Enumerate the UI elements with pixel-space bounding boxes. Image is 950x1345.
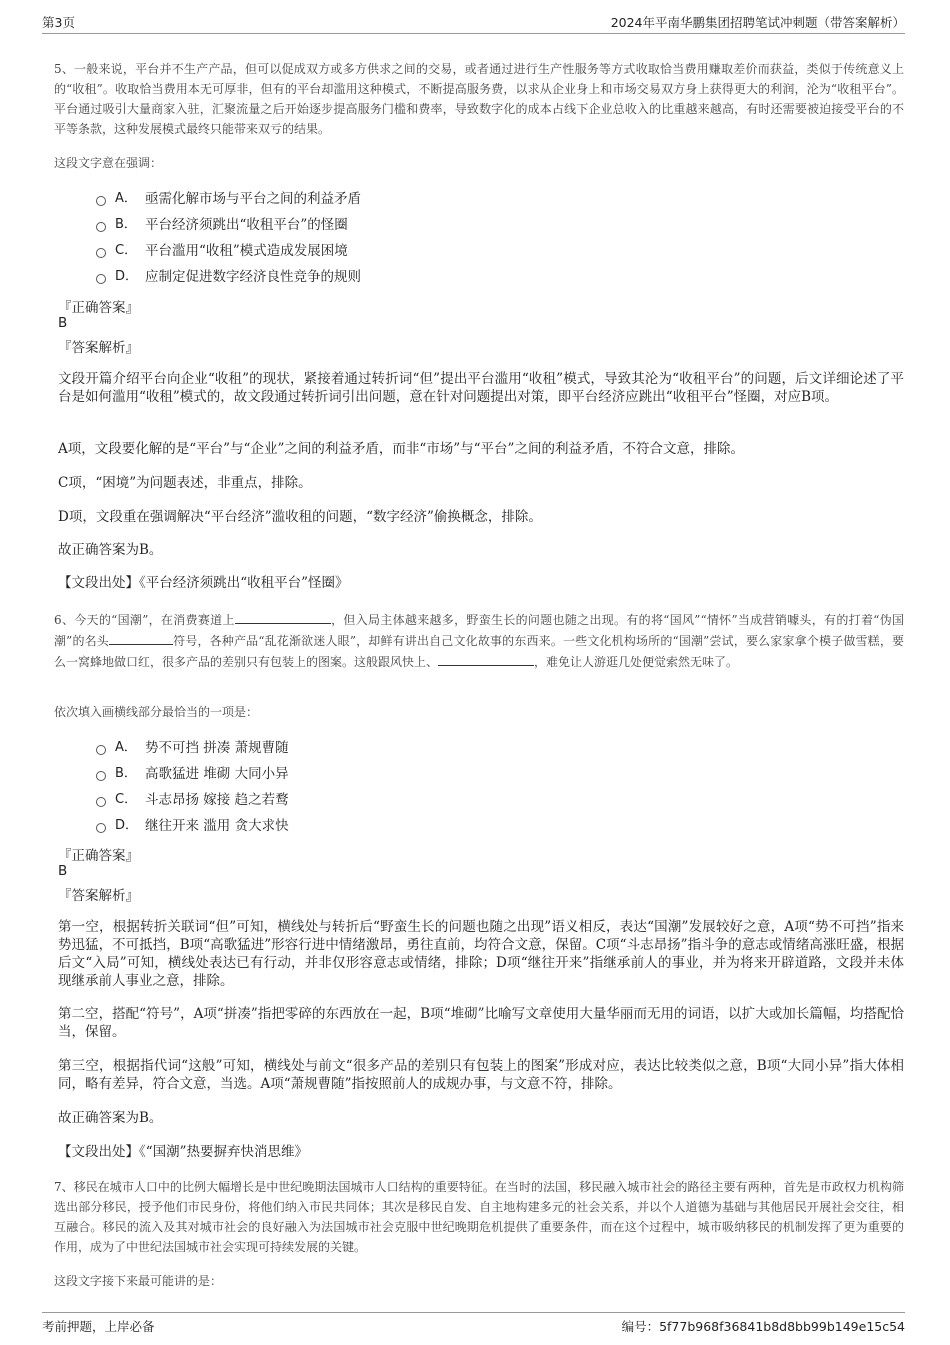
option-a[interactable]: A． 势不可挡 拼凑 萧规曹随 bbox=[96, 735, 289, 761]
analysis-paragraph: A项，文段要化解的是“平台”与“企业”之间的利益矛盾，而非“市场”与“平台”之间的利益矛盾，不符合文意，排除。 bbox=[58, 441, 744, 457]
option-b[interactable]: B． 高歌猛进 堆砌 大同小异 bbox=[96, 761, 289, 787]
radio-button[interactable] bbox=[96, 771, 106, 781]
analysis-paragraph: D项，文段重在强调解决“平台经济”滥收租的问题，“数字经济”偷换概念，排除。 bbox=[58, 509, 542, 525]
footer-slogan: 考前押题，上岸必备 bbox=[42, 1319, 155, 1334]
fill-blank bbox=[438, 651, 534, 666]
analysis-paragraph: 第一空，根据转折关联词“但”可知，横线处与转折后“野蛮生长的问题也随之出现”语义相反，表达“国潮”发展较好之意，A项“势不可挡”指来势迅猛，不可抵挡，B项“高歌猛进”形容行进中情绪激昂，勇往直前，均符合文意，保留。C项“斗志昂扬”指斗争的意志或情绪高涨旺盛，根据后文“入局”可知，横线处表达已有行动，并非仅形容意志或情绪，排除；D项“继往开来”指继承前人的事业，并为将来开辟道路，文段并未体现继承前人事业之意，排除。 bbox=[58, 919, 904, 989]
question-6-options bbox=[96, 735, 289, 839]
page-footer bbox=[42, 1312, 905, 1335]
option-b[interactable]: B． 平台经济须跳出“收租平台”的怪圈 bbox=[96, 212, 361, 238]
radio-button[interactable] bbox=[96, 222, 106, 232]
radio-button[interactable] bbox=[96, 196, 106, 206]
correct-answer-value: B bbox=[58, 863, 68, 879]
radio-button[interactable] bbox=[96, 248, 106, 258]
correct-answer-label: 『正确答案』 bbox=[58, 300, 139, 316]
correct-answer-value: B bbox=[58, 315, 68, 331]
analysis-label: 『答案解析』 bbox=[58, 340, 139, 356]
question-5-options bbox=[96, 186, 361, 290]
analysis-conclusion: 故正确答案为B。 bbox=[58, 1110, 163, 1126]
option-c[interactable]: C． 斗志昂扬 嫁接 趋之若鹜 bbox=[96, 787, 289, 813]
analysis-label: 『答案解析』 bbox=[58, 888, 139, 904]
question-7-stem: 7、移民在城市人口中的比例大幅增长是中世纪晚期法国城市人口结构的重要特征。在当时的法国，移民融入城市社会的路径主要有两种，首先是市政权力机构筛选出部分移民，授予他们市民身份，将他们纳入市民共同体；其次是移民自发、自主地构建多元的社会关系，并以个人道德为基础与其他居民开展社会交往，相互融合。移民的流入及其对城市社会的良好融入为法国城市社会克服中世纪晚期危机提供了重要条件，而在这个过程中，城市吸纳移民的机制发挥了更为重要的作用，成为了中世纪法国城市社会实现可持续发展的关键。 bbox=[54, 1180, 904, 1254]
radio-button[interactable] bbox=[96, 745, 106, 755]
correct-answer-label: 『正确答案』 bbox=[58, 848, 139, 864]
analysis-paragraph: 第二空，搭配“符号”，A项“拼凑”指把零碎的东西放在一起，B项“堆砌”比喻写文章使用大量华丽而无用的词语，以扩大或加长篇幅，均搭配恰当，保留。 bbox=[58, 1006, 904, 1040]
fill-blank bbox=[235, 609, 331, 624]
page-header bbox=[42, 11, 905, 34]
option-d[interactable]: D． 继往开来 滥用 贪大求快 bbox=[96, 813, 289, 839]
analysis-paragraph: C项，“困境”为问题表述，非重点，排除。 bbox=[58, 475, 312, 491]
source-citation: 【文段出处】《平台经济须跳出“收租平台”怪圈》 bbox=[58, 575, 349, 591]
radio-button[interactable] bbox=[96, 274, 106, 284]
question-6-stem: 6、今天的“国潮”，在消费赛道上 ，但入局主体越来越多，野蛮生长的问题也随之出现。有的将“国风”“情怀”当成营销噱头，有的打着“伪国潮”的名头 符号，各种产品“乱花渐欲迷人眼”，却鲜有讲出自己文化故事的东西来。一些文化机构场所的“国潮”尝试，要么家家拿个模子做雪糕，要么一窝蜂地做口红，很多产品的差别只有包装上的图案。这般跟风快上、 ，难免让人游逛几处便觉索然无味了。 bbox=[54, 609, 904, 672]
analysis-conclusion: 故正确答案为B。 bbox=[58, 542, 163, 558]
radio-button[interactable] bbox=[96, 823, 106, 833]
question-5-prompt: 这段文字意在强调： bbox=[54, 156, 163, 170]
option-a[interactable]: A． 亟需化解市场与平台之间的利益矛盾 bbox=[96, 186, 361, 212]
question-5-stem: 5、一般来说，平台并不生产产品，但可以促成双方或多方供求之间的交易，或者通过进行生产性服务等方式收取恰当费用赚取差价而获益，类似于传统意义上的“收租”。收取恰当费用本无可厚非，但有的平台却滥用这种模式，不断提高服务费，以求从企业身上和市场交易双方身上获得更大的利润，沦为“收租平台”。平台通过吸引大量商家入驻，汇聚流量之后开始逐步提高服务门槛和费率，导致数字化的成本占线下企业总收入的比重越来越高，有时还需要被迫接受平台的不平等条款，这种发展模式最终只能带来双亏的结果。 bbox=[54, 62, 904, 136]
option-c[interactable]: C． 平台滥用“收租”模式造成发展困境 bbox=[96, 238, 361, 264]
question-6-prompt: 依次填入画横线部分最恰当的一项是： bbox=[54, 705, 259, 719]
document-id: 编号：5f77b968f36841b8d8bb99b149e15c54 bbox=[621, 1319, 905, 1334]
radio-button[interactable] bbox=[96, 797, 106, 807]
analysis-paragraph: 文段开篇介绍平台向企业“收租”的现状，紧接着通过转折词“但”提出平台滥用“收租”模式，导致其沦为“收租平台”的问题，后文详细论述了平台是如何滥用“收租”模式的，故文段通过转折词引出问题，意在针对问题提出对策，即平台经济应跳出“收租平台”怪圈，对应B项。 bbox=[58, 371, 904, 405]
page-number: 第3页 bbox=[42, 15, 75, 30]
analysis-paragraph: 第三空，根据指代词“这般”可知，横线处与前文“很多产品的差别只有包装上的图案”形成对应，表达比较类似之意，B项“大同小异”指大体相同，略有差异，符合文意，当选。A项“萧规曹随”指按照前人的成规办事，与文意不符，排除。 bbox=[58, 1058, 904, 1092]
document-title: 2024年平南华鹏集团招聘笔试冲刺题（带答案解析） bbox=[610, 15, 905, 30]
option-d[interactable]: D． 应制定促进数字经济良性竞争的规则 bbox=[96, 264, 361, 290]
fill-blank bbox=[109, 630, 173, 645]
source-citation: 【文段出处】《“国潮”热要摒弃快消思维》 bbox=[58, 1144, 309, 1160]
question-7-prompt: 这段文字接下来最可能讲的是： bbox=[54, 1274, 223, 1288]
